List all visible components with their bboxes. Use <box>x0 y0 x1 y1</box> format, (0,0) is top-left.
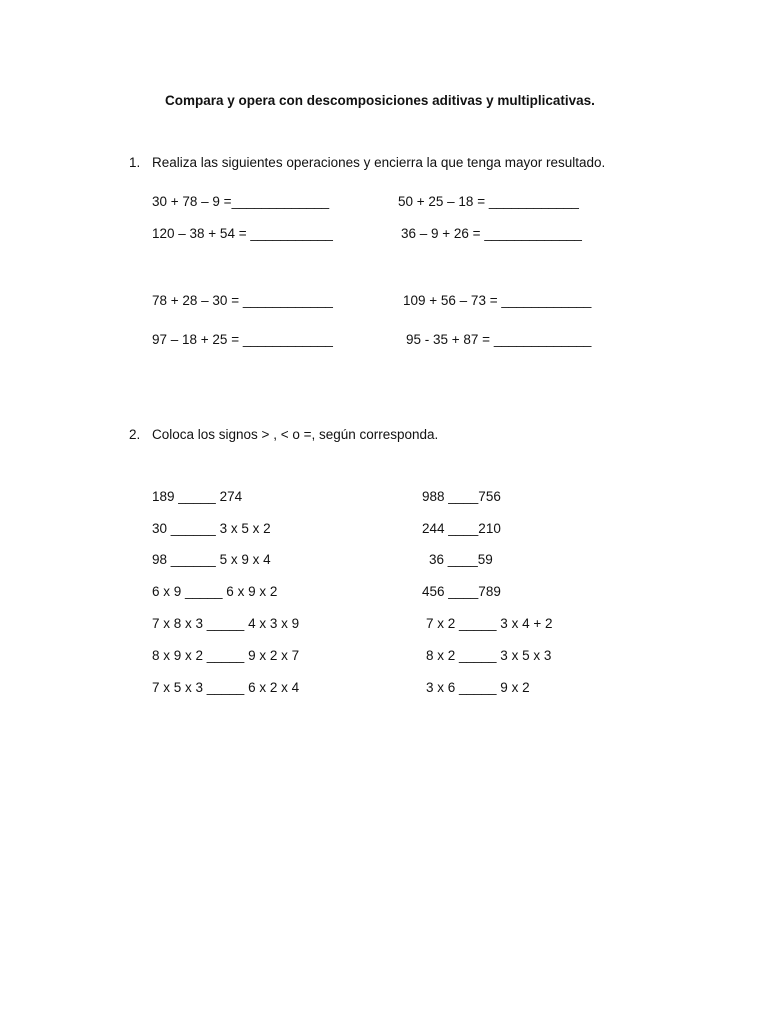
q2-comparison-right-3: 36 ____59 <box>429 552 493 567</box>
q1-operation-left-2: 120 – 38 + 54 = ___________ <box>152 226 333 241</box>
q2-comparison-right-6: 8 x 2 _____ 3 x 5 x 3 <box>426 648 552 663</box>
q2-comparison-left-4: 6 x 9 _____ 6 x 9 x 2 <box>152 584 278 599</box>
q2-comparison-left-3: 98 ______ 5 x 9 x 4 <box>152 552 271 567</box>
q1-operation-right-2: 36 – 9 + 26 = _____________ <box>401 226 582 241</box>
q2-comparison-left-7: 7 x 5 x 3 _____ 6 x 2 x 4 <box>152 680 300 695</box>
q1-instruction: Realiza las siguientes operaciones y encierra la que tenga mayor resultado. <box>152 155 606 170</box>
q2-comparison-right-1: 988 ____756 <box>422 489 501 504</box>
q1-operation-right-3: 109 + 56 – 73 = ____________ <box>403 293 592 308</box>
q2-comparison-left-6: 8 x 9 x 2 _____ 9 x 2 x 7 <box>152 648 300 663</box>
q1-operation-right-1: 50 + 25 – 18 = ____________ <box>398 194 579 209</box>
q1-operation-left-1: 30 + 78 – 9 =_____________ <box>152 194 330 209</box>
q2-comparison-left-2: 30 ______ 3 x 5 x 2 <box>152 521 271 536</box>
q2-comparison-right-5: 7 x 2 _____ 3 x 4 + 2 <box>426 616 553 631</box>
q2-comparison-left-5: 7 x 8 x 3 _____ 4 x 3 x 9 <box>152 616 300 631</box>
q1-operation-left-4: 97 – 18 + 25 = ____________ <box>152 332 333 347</box>
q1-operation-left-3: 78 + 28 – 30 = ____________ <box>152 293 333 308</box>
q2-comparison-right-7: 3 x 6 _____ 9 x 2 <box>426 680 530 695</box>
q2-comparison-right-4: 456 ____789 <box>422 584 501 599</box>
q2-instruction: Coloca los signos > , < o =, según corresponda. <box>152 427 439 442</box>
page-title: Compara y opera con descomposiciones aditivas y multiplicativas. <box>165 93 595 108</box>
q2-number: 2. <box>129 427 141 442</box>
q2-comparison-right-2: 244 ____210 <box>422 521 501 536</box>
q1-operation-right-4: 95 - 35 + 87 = _____________ <box>406 332 592 347</box>
q1-number: 1. <box>129 155 141 170</box>
q2-comparison-left-1: 189 _____ 274 <box>152 489 243 504</box>
